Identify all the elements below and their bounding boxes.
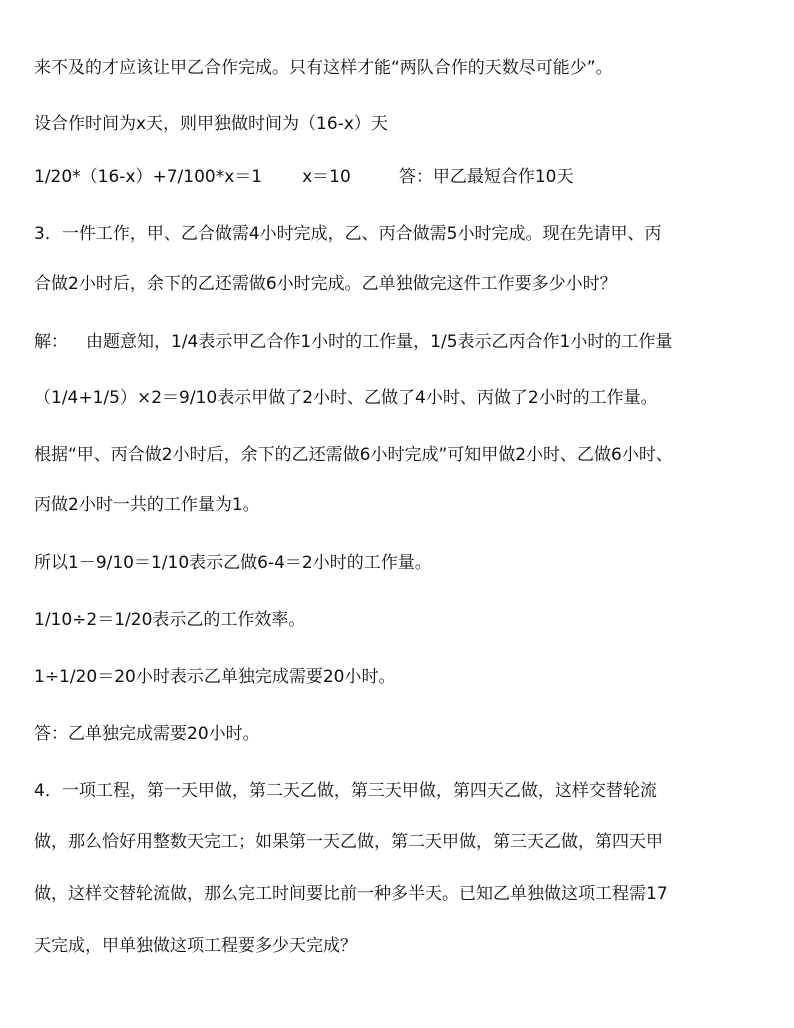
- text-content: 丙做2小时一共的工作量为1。: [34, 495, 260, 515]
- text-content: 天完成，甲单独做这项工程要多少天完成？: [34, 936, 357, 956]
- problem-4-line-3: [34, 882, 770, 906]
- text-line: [34, 608, 770, 632]
- text-line: [34, 56, 770, 80]
- text-line: [34, 493, 770, 517]
- solution-label: 解：: [34, 332, 68, 352]
- text-content: 由题意知，1/4表示甲乙合作1小时的工作量，1/5表示乙丙合作1小时的工作量: [86, 332, 673, 352]
- text-content: 根据“甲、丙合做2小时后，余下的乙还需做6小时完成”可知甲做2小时、乙做6小时、: [34, 445, 673, 465]
- text-line: [34, 665, 770, 689]
- answer-line: [34, 722, 770, 746]
- text-content: 合做2小时后，余下的乙还需做6小时完成。乙单独做完这件工作要多少小时？: [34, 274, 617, 294]
- problem-4-line-2: [34, 830, 770, 854]
- solution-value: x＝10: [302, 167, 351, 187]
- problem-4-line-1: [34, 779, 770, 803]
- text-content: 1÷1/20＝20小时表示乙单独完成需要20小时。: [34, 667, 396, 687]
- problem-3-line-1: [34, 222, 770, 246]
- answer-text: 答：甲乙最短合作10天: [398, 167, 574, 187]
- text-content: （1/4+1/5）×2＝9/10表示甲做了2小时、乙做了4小时、丙做了2小时的工作量。: [34, 388, 658, 408]
- text-line: [34, 443, 770, 467]
- text-line: [34, 551, 770, 575]
- text-content: 设合作时间为x天，则甲独做时间为（16-x）天: [34, 114, 388, 134]
- problem-4-line-4: [34, 934, 770, 958]
- text-content: 做，那么恰好用整数天完工；如果第一天乙做，第二天甲做，第三天乙做，第四天甲: [34, 832, 663, 852]
- text-content: 做，这样交替轮流做，那么完工时间要比前一种多半天。已知乙单独做这项工程需17: [34, 884, 668, 904]
- text-content: 所以1－9/10＝1/10表示乙做6-4＝2小时的工作量。: [34, 553, 432, 573]
- text-content: 1/10÷2＝1/20表示乙的工作效率。: [34, 610, 306, 630]
- text-line: [34, 386, 770, 410]
- text-content: 4．一项工程，第一天甲做，第二天乙做，第三天甲做，第四天乙做，这样交替轮流: [34, 781, 657, 801]
- equation: 1/20*（16-x）+7/100*x＝1: [34, 167, 263, 187]
- answer-text: 答：乙单独完成需要20小时。: [34, 724, 260, 744]
- problem-3-line-2: [34, 272, 770, 296]
- text-content: 3．一件工作，甲、乙合做需4小时完成，乙、丙合做需5小时完成。现在先请甲、丙: [34, 224, 662, 244]
- text-line: [34, 112, 770, 136]
- equation-line: [34, 165, 770, 189]
- solution-line: [34, 330, 770, 354]
- text-content: 来不及的才应该让甲乙合作完成。只有这样才能“两队合作的天数尽可能少”。: [34, 58, 613, 78]
